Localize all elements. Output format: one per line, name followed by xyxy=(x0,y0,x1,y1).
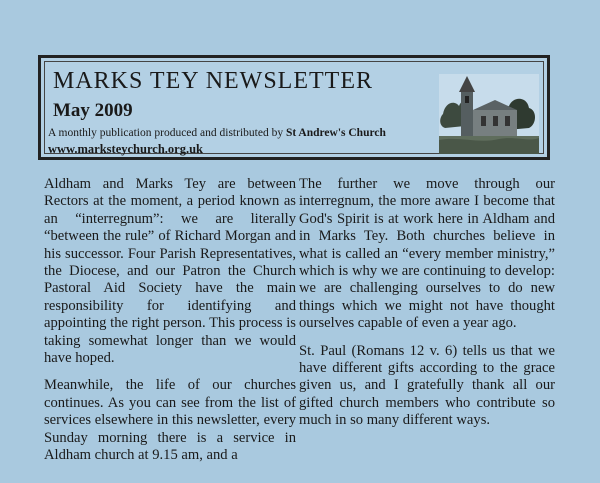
newsletter-title: MARKS TEY NEWSLETTER xyxy=(53,68,373,94)
tagline-church: St Andrew's Church xyxy=(285,127,386,139)
issue-date: May 2009 xyxy=(53,100,133,121)
masthead-inner-border xyxy=(44,61,544,154)
right-paragraph-1: The further we move through our interregnum, the more aware I become that God's Spirit is at work here in Aldham and in Marks Tey. Both churches believe in what is called an “every member ministry,” which is why we are continuing to develop: we are challenging ourselves to do new things which we might not have thought ourselves capable of even a year ago. xyxy=(299,176,555,332)
left-paragraph-2: Meanwhile, the life of our churches continues. As you can see from the list of services elsewhere in this newsletter, every Sunday morning there is a service in Aldham church at 9.15 am, and a xyxy=(44,377,296,464)
masthead xyxy=(38,55,550,160)
church-drawing-icon xyxy=(439,74,539,154)
right-paragraph-2: St. Paul (Romans 12 v. 6) tells us that we have different gifts according to the grace given us, and I gratefully thank all our gifted church members who contribute so much in so many different ways. xyxy=(299,342,555,429)
right-column xyxy=(299,176,555,440)
left-paragraph-1: Aldham and Marks Tey are between Rectors at the moment, a period known as an “interregnum”: we are literally “between the rule” of Richard Morgan and his successor. Four Parish Representatives, the Diocese, and our Patron the Church Pastoral Aid Society have the main responsibility for identifying and appointing the right person. This process is taking somewhat longer than we would have hoped. xyxy=(44,176,296,367)
website-url: www.marksteychurch.org.uk xyxy=(48,142,203,156)
tagline xyxy=(48,127,386,139)
left-column xyxy=(44,176,296,475)
tagline-text: A monthly publication produced and distributed by xyxy=(48,127,286,139)
